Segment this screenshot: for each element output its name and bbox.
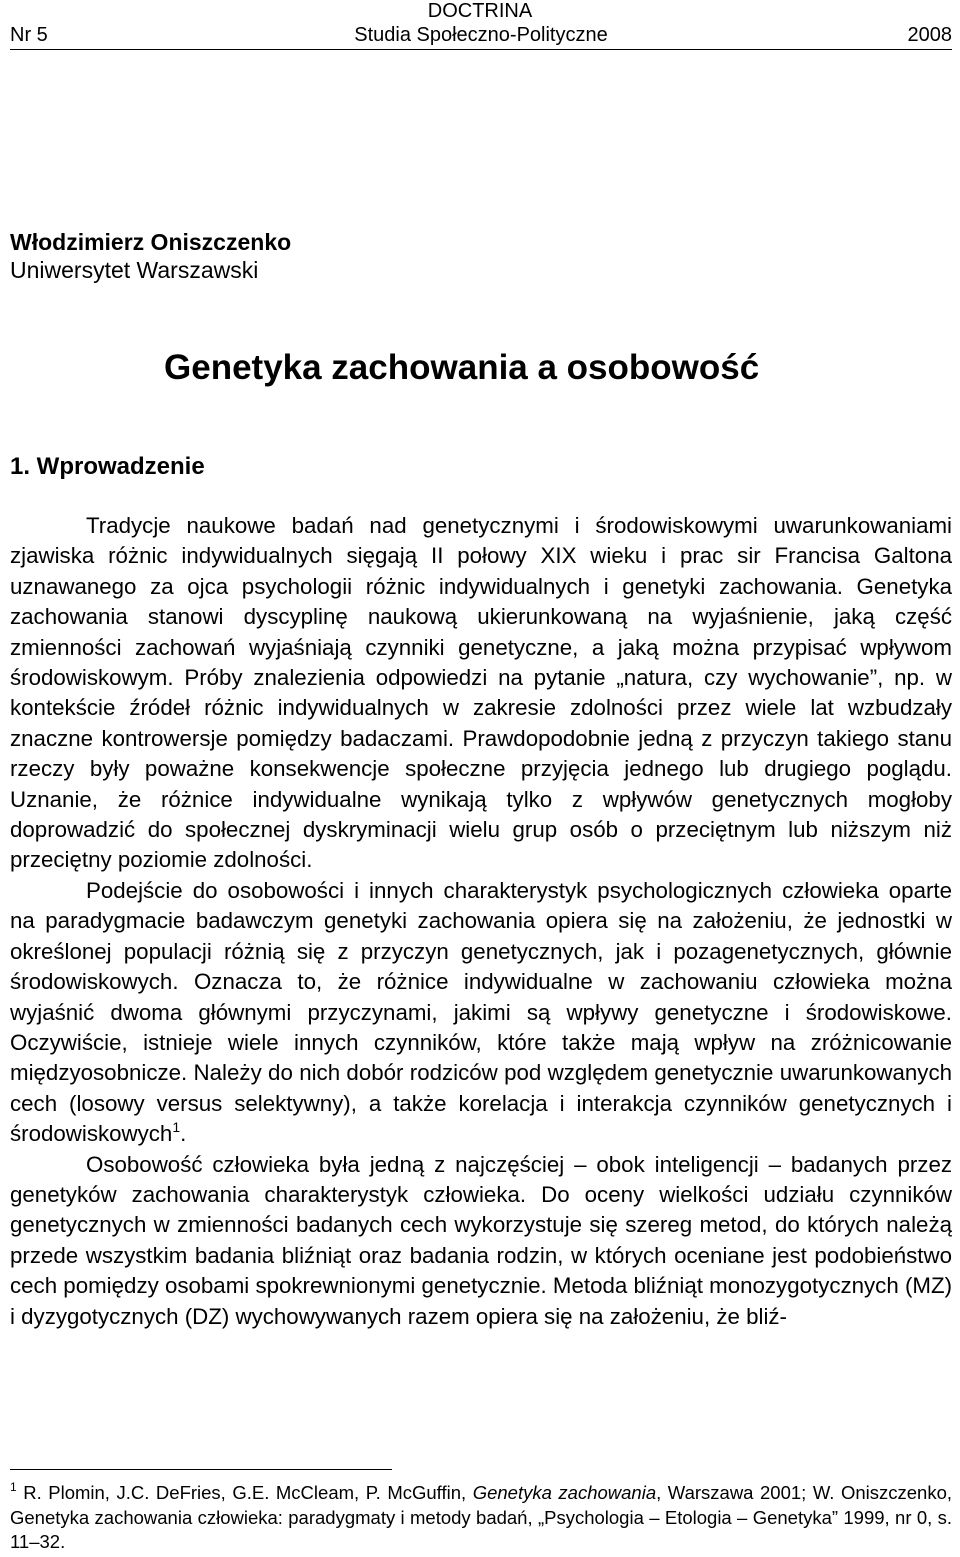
author-affiliation: Uniwersytet Warszawski [10,257,259,283]
body-paragraph [10,876,952,1150]
author-name: Włodzimierz Oniszczenko [10,229,292,255]
footnote-text-cont: , Warszawa 2001; W. Oniszczenko, Genetyka zachowania człowieka: paradygmaty i metody badań, „Psychologia – Etologia – Genetyka” 1999, nr 0, s. 11–32. [10,1482,952,1552]
footnote-reference: 1 [172,1119,181,1136]
footnote-text: R. Plomin, J.C. DeFries, G.E. McCleam, P. McGuffin, [16,1482,473,1503]
footnote [10,1481,952,1555]
footnote-book-title: Genetyka zachowania [472,1482,657,1503]
paragraph-end: . [180,1121,187,1147]
journal-name: Studia Społeczno-Polityczne [354,24,608,46]
footnote-number: 1 [10,1480,17,1494]
article-body [10,511,952,1332]
journal-masthead: DOCTRINA [427,0,533,22]
publication-year: 2008 [907,24,952,46]
footnote-divider [10,1469,392,1470]
article-title: Genetyka zachowania a osobowość [164,348,760,387]
body-paragraph: Tradycje naukowe badań nad genetycznymi i środowiskowymi uwarunkowaniami zjawiska różnic indywidualnych sięgają II połowy XIX wieku i prac sir Francisa Galtona uznawanego za ojca psychologii różnic indywidualnych i genetyki zachowania. Genetyka zachowania stanowi dyscyplinę naukową ukierunkowaną na wyjaśnienie, jaką część zmienności zachowań wyjaśniają czynniki genetyczne, a jaką można przypisać wpływom środowiskowym. Próby znalezienia odpowiedzi na pytanie „natura, czy wychowanie”, np. w kontekście źródeł różnic indywidualnych w zakresie zdolności przez wiele lat wzbudzały znaczne kontrowersje pomiędzy badaczami. Prawdopodobnie jedną z przyczyn takiego stanu rzeczy były poważne konsekwencje społeczne przyjęcia jednego lub drugiego poglądu. Uznanie, że różnice indywidualne wynikają tylko z wpływów genetycznych mogłoby doprowadzić do społecznej dyskryminacji wielu grup osób o przeciętnym lub niższym niż przeciętny poziomie zdolności. [10,513,952,873]
issue-number: Nr 5 [10,24,48,46]
body-paragraph: Osobowość człowieka była jedną z najczęściej – obok inteligencji – badanych przez genetyków zachowania charakterystyk człowieka. Do oceny wielkości udziału czynników genetycznych w zmienności badanych cech wykorzystuje się szereg metod, do których należą przede wszystkim badania bliźniąt oraz badania rodzin, w których oceniane jest podobieństwo cech pomiędzy osobami spokrewnionymi genetycznie. Metoda bliźniąt monozygotycznych (MZ) i dyzygotycznych (DZ) wychowywanych razem opiera się na założeniu, że bliź- [10,1151,952,1329]
paragraph-text: Podejście do osobowości i innych charakterystyk psychologicznych człowieka oparte na paradygmacie badawczym genetyki zachowania opiera się na założeniu, że jednostki w określonej populacji różnią się z przyczyn genetycznych, jak i pozagenetycznych, głównie środowiskowych. Oznacza to, że różnice indywidualne w zachowaniu człowieka można wyjaśnić dwoma głównymi przyczynami, jakimi są wpływy genetyczne i środowiskowe. Oczywiście, istnieje wiele innych czynników, które także mają wpływ na zróżnicowanie międzyosobnicze. Należy do nich dobór rodziców pod względem genetycznie uwarunkowanych cech (losowy versus selektywny), a także korelacja i interakcja czynników genetycznych i środowiskowych [10,877,952,1147]
running-header [10,22,952,48]
section-heading: 1. Wprowadzenie [10,453,205,480]
header-divider [10,49,952,50]
